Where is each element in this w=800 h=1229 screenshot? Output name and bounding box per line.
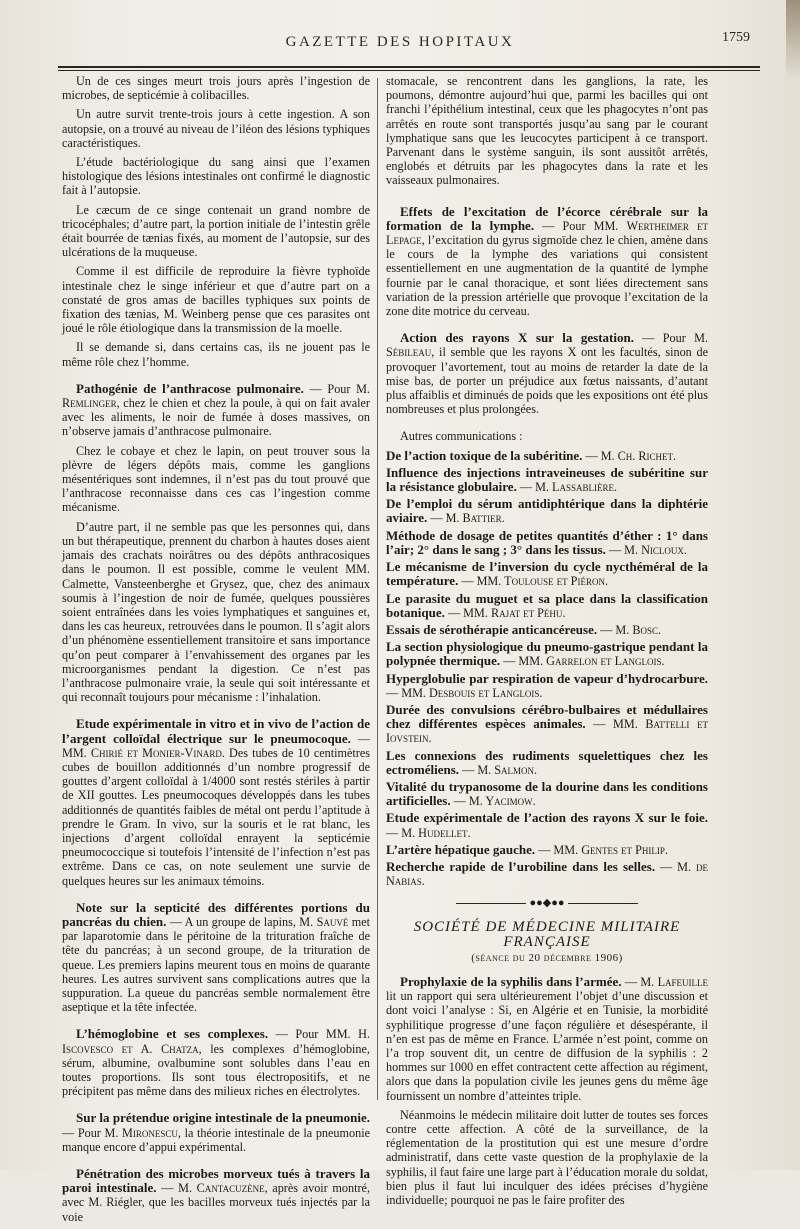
communication-title: Vitalité du trypanosome de la dourine dans les conditions artificielles. bbox=[386, 778, 708, 809]
author-name: Cantacuzène bbox=[196, 1181, 265, 1196]
author-name: Mironescu bbox=[122, 1125, 178, 1140]
article-prophylaxie: Prophylaxie de la syphilis dans l’armée. — M. Lafeuille lit un rapport qui sera ultérieurement l’objet d’une discussion et dont voici l’analyse : Si, en Algérie et en Tunisie, la morbidité syphilitique progresse d’une façon régulière et désespérante, il n’en est pas de même en France. L’armée n’est point, comme on l’a trop souvent dit, un centre de diffusion de la syphilis : 2 hommes sur 1000 en effet contractent cette affection au régiment, alors que dans la population civile les jeunes gens du même âge fournissent un nombre d’atteintes triple. bbox=[386, 973, 708, 1103]
communication-authors: M. Hudellet. bbox=[401, 825, 471, 840]
article-heading: Etude expérimentale in vitro et in vivo de l’action de l’argent colloïdal électrique sur le pneumocoque. bbox=[62, 716, 370, 746]
communication-item: De l’action toxique de la subéritine. — M. Ch. Richet. bbox=[386, 447, 677, 463]
author-name: Lafeuille bbox=[657, 974, 708, 989]
article-anthracose: Pathogénie de l’anthracose pulmonaire. — Pour M. Remlinger, chez le chien et chez la poule, à qui on fait avaler avec les aliments, le noir de fumée à doses massives, on n’observe jamais d’anthracose pulmonaire. bbox=[62, 380, 370, 439]
communication-title: Etude expérimentale de l’action des rayons X sur le foie. bbox=[386, 810, 708, 826]
article-heading: Effets de l’excitation de l’écorce cérébrale sur la formation de la lymphe. bbox=[386, 203, 708, 233]
communication-item: Méthode de dosage de petites quantités d’éther : 1° dans l’air; 2° dans le sang ; 3° dans les tissus. — M. Nicloux. bbox=[386, 527, 708, 557]
communication-authors: M. de Nabias. bbox=[386, 859, 708, 889]
article-heading: Note sur la septicité des différentes portions du pancréas du chien. bbox=[62, 899, 370, 929]
communication-item: De l’emploi du sérum antidiphtérique dans la diphtérie aviaire. — M. Battier. bbox=[386, 496, 708, 526]
communication-title: Recherche rapide de l’urobiline dans les selles. bbox=[386, 858, 656, 874]
communication-item: Hyperglobulie par respiration de vapeur d’hydrocarbure. — MM. Desbouis et Langlois. bbox=[386, 670, 708, 700]
society-session: (séance du 20 décembre 1906) bbox=[471, 951, 623, 964]
society-title: SOCIÉTÉ DE MÉDECINE MILITAIRE FRANÇAISE bbox=[413, 919, 681, 950]
article-heading: Pathogénie de l’anthracose pulmonaire. bbox=[76, 380, 304, 396]
paragraph: D’autre part, il ne semble pas que les personnes qui, dans un but thérapeutique, prennent du charbon à hautes doses aient jamais des crachats noirâtres ou des dépôts anthracosiques dans le poumon. Il est possible, comme le veulent MM. Calmette, Vansteenberghe et Grysez, que, chez des animaux soumis à l’ingestion de noir de fumée, quelques poussières soient entraînées dans les voies lymphatiques et sanguines et, dans les cas heureux, retrouvées dans le poumon. Il s’agit alors d’un phénomène essentiellement transitoire et sans importance qu’on peut comparer à l’envahissement des organes par les microorganismes pendant la digestion. Ce n’est pas l’anthracose pulmonaire vraie, la seule qui soit intéressante et qui reconnaît toujours pour mécanisme : l’inhalation. bbox=[62, 519, 370, 705]
page-number: 1759 bbox=[722, 30, 750, 45]
communication-authors: M. Nicloux. bbox=[624, 542, 687, 557]
article-heading: L’hémoglobine et ses complexes. bbox=[76, 1026, 269, 1042]
communication-item: Vitalité du trypanosome de la dourine dans les conditions artificielles. — M. Yacimow. bbox=[386, 778, 708, 809]
paragraph: L’étude bactériologique du sang ainsi que l’examen histologique des lésions intestinales ont confirmé le diagnostic fait à l’autopsie. bbox=[62, 155, 370, 198]
paragraph: Comme il est difficile de reproduire la fièvre typhoïde intestinale chez le singe inférieur et que d’autre part on a constaté de gros amas de bacilles typhiques sux points de fixation des tænias, M. Weinberg pense que ces parasites ont joué le rôle étiologique dans la transmission de la moelle. bbox=[62, 264, 370, 336]
column-separator bbox=[377, 78, 378, 1100]
left-column bbox=[62, 74, 370, 1229]
header-rule-thick bbox=[58, 66, 760, 68]
article-heading: Pénétration des microbes morveux tués à travers la paroi intestinale. bbox=[62, 1166, 370, 1196]
communications-list bbox=[386, 449, 708, 889]
communication-authors: M. Salmon. bbox=[477, 762, 538, 777]
communication-title: Le parasite du muguet et sa place dans la classification botanique. bbox=[386, 590, 708, 620]
page-header bbox=[60, 28, 750, 58]
article-heading: Sur la prétendue origine intestinale de la pneumonie. bbox=[76, 1110, 370, 1126]
communication-title: Méthode de dosage de petites quantités d’éther : 1° dans l’air; 2° dans le sang ; 3° dans les tissus. bbox=[386, 527, 708, 557]
paragraph: Un de ces singes meurt trois jours après l’ingestion de microbes, de septicémie à colibacilles. bbox=[62, 74, 370, 103]
communication-title: La section physiologique du pneumo-gastrique pendant la polypnée thermique. bbox=[386, 639, 708, 669]
article-penetration: Pénétration des microbes morveux tués à travers la paroi intestinale. — M. Cantacuzène, après avoir montré, avec M. Riégler, que les bacilles morveux tués injectés par la voie bbox=[62, 1166, 370, 1224]
communication-authors: MM. Gentes et Philip. bbox=[553, 842, 668, 857]
communication-item: Le mécanisme de l’inversion du cycle nycthéméral de la température. — MM. Toulouse et Piéron. bbox=[386, 559, 708, 589]
article-hemoglobine: L’hémoglobine et ses complexes. — Pour MM. H. Iscovesco et A. Chatza, les complexes d’hémoglobine, sérum, albumine, ovalbumine sont solubles dans l’eau en toutes proportions. Ils sont tous électropositifs, et ne précipitent pas même dans des milieux riches en électrolytes. bbox=[62, 1026, 370, 1099]
paragraph: Le cæcum de ce singe contenait un grand nombre de tricocéphales; d’autre part, la portion initiale de l’intestin grêle était bourrée de tænias fixés, au moment de l’autopsie, sur des ulcérations de la muqueuse. bbox=[62, 202, 370, 260]
article-colloidal: Etude expérimentale in vitro et in vivo de l’action de l’argent colloïdal électrique sur le pneumocoque. — MM. Chirié et Monier-Vinard. Des tubes de 10 centimètres cubes de bouillon additionnés d’un nombre progressif de gouttes d’argent colloïdal à 1/4000 sont restés stériles à partir de XII gouttes. Les pneumocoques développés dans les tubes additionnés de quantités faibles de métal ont perdu l’aptitude à prendre le Gram. In vivo, sur la souris et le rat blanc, les injections d’argent colloïdal enrayent la septicémie pneumococcique si toutefois l’intensité de l’infection n’est pas extrême. Dans ce cas, on note seulement une survie de quelques heures sur les animaux témoins. bbox=[62, 716, 370, 888]
communication-item: Etude expérimentale de l’action des rayons X sur le foie. — M. Hudellet. bbox=[386, 810, 708, 840]
article-heading: Prophylaxie de la syphilis dans l’armée. bbox=[400, 973, 622, 989]
communication-authors: MM. Rajat et Péhu. bbox=[463, 605, 566, 620]
communication-item: Durée des convulsions cérébro-bulbaires et médullaires chez différentes espèces animales. — MM. Battelli et Iovstein. bbox=[386, 701, 709, 746]
article-pancreas: Note sur la septicité des différentes portions du pancréas du chien. — A un groupe de lapins, M. Sauvé met par laparotomie dans le péritoine de la trituration fraîche de tête du pancréas; à un second groupe, de la trituration de queue. Les premiers lapins meurent tous en moins de quarante heures. Les autres survivent sans complications autres que la suppuration. La queue du pancréas semble normalement être aseptique et la tête infectée. bbox=[62, 899, 371, 1015]
right-column bbox=[386, 74, 708, 1212]
communication-title: Les connexions des rudiments squelettiques chez les ectroméliens. bbox=[386, 747, 708, 777]
communication-authors: M. Battier. bbox=[445, 511, 505, 526]
other-communications-label: Autres communications : bbox=[400, 429, 523, 444]
communication-title: Le mécanisme de l’inversion du cycle nycthéméral de la température. bbox=[386, 559, 708, 589]
communication-authors: MM. Garrelon et Langlois. bbox=[518, 654, 665, 669]
article-cortex: Effets de l’excitation de l’écorce cérébrale sur la formation de la lymphe. — Pour MM. Wertheimer et Lepage, l’excitation du gyrus sigmoïde chez le chien, amène dans le cours de la lymphe des variations qui consistent essentiellement en une augmentation de la quantité de lymphe fournie par le canal thoracique, et sont liées directement sans variation de la pression artérielle que provoque l’excitation de la zone dite motrice du cerveau. bbox=[386, 203, 709, 319]
communication-item: Les connexions des rudiments squelettiques chez les ectroméliens. — M. Salmon. bbox=[386, 747, 708, 777]
communication-title: De l’emploi du sérum antidiphtérique dans la diphtérie aviaire. bbox=[386, 496, 708, 526]
paragraph: Chez le cobaye et chez le lapin, on peut trouver sous la plèvre de légers dépôts mais, comme les ganglions mésentériques sont indemnes, il n’est pas du tout prouvé que l’anthracose reconnaisse dans ces cas l’ingestion comme mécanisme. bbox=[62, 443, 370, 515]
communication-item: Influence des injections intraveineuses de subéritine sur la résistance globulaire. — M. Lassablière. bbox=[386, 464, 708, 495]
header-rule-thin bbox=[58, 70, 760, 71]
author-name: H. Iscovesco et A. Chatza bbox=[62, 1027, 370, 1056]
author-name: Remlinger bbox=[62, 396, 117, 411]
author-name: Wertheimer et Lepage bbox=[386, 218, 709, 248]
communication-title: De l’action toxique de la subéritine. bbox=[386, 447, 583, 463]
communication-item: Essais de sérothérapie anticancéreuse. — M. Bosc. bbox=[386, 621, 662, 637]
communication-title: Durée des convulsions cérébro-bulbaires et médullaires chez différentes espèces animales. bbox=[386, 701, 708, 732]
page-edge-stain bbox=[786, 0, 800, 80]
communication-title: Influence des injections intraveineuses de subéritine sur la résistance globulaire. bbox=[386, 464, 708, 495]
article-heading: Action des rayons X sur la gestation. bbox=[400, 330, 634, 346]
communication-title: Hyperglobulie par respiration de vapeur d’hydrocarbure. bbox=[386, 670, 708, 686]
author-name: Chirié et Monier-Vinard bbox=[90, 745, 222, 760]
communication-authors: M. Lassablière. bbox=[535, 480, 618, 495]
journal-title: GAZETTE DES HOPITAUX bbox=[285, 34, 515, 50]
paragraph: Un autre survit trente-trois jours à cette ingestion. A son autopsie, on a trouvé au niveau de l’iléon des lésions typhiques caractéristiques. bbox=[62, 107, 370, 150]
paragraph: Il se demande si, dans certains cas, ils ne jouent pas le même rôle chez l’homme. bbox=[62, 340, 370, 369]
communication-authors: M. Ch. Richet. bbox=[600, 448, 677, 463]
communication-authors: MM. Desbouis et Langlois. bbox=[401, 685, 543, 700]
communication-title: L’artère hépatique gauche. bbox=[386, 841, 536, 857]
communication-authors: M. Yacimow. bbox=[468, 794, 536, 809]
communication-title: Essais de sérothérapie anticancéreuse. bbox=[386, 621, 598, 637]
communication-authors: M. Bosc. bbox=[615, 622, 662, 637]
communication-item: L’artère hépatique gauche. — MM. Gentes et Philip. bbox=[386, 841, 668, 857]
author-name: Sauvé bbox=[316, 914, 349, 929]
author-name: Sébileau bbox=[386, 345, 432, 360]
communication-authors: MM. Toulouse et Piéron. bbox=[476, 574, 608, 589]
section-ornament: ●●◆●● bbox=[386, 900, 708, 908]
paragraph: stomacale, se rencontrent dans les ganglions, la rate, les poumons, démontre aujourd’hui que, parmi les bacilles qui ont franchi l’épithélium intestinal, ceux que les phagocytes n’ont pas arrêtés en route sont transportés jusqu’au sang par le courant lymphatique sans que les leucocytes participent à ce transport. Parvenant dans le système sanguin, ils sont aussitôt arrêtés, englobés et détruits par les phagocytes dans la rate et les vaisseaux pulmonaires. bbox=[386, 74, 708, 188]
paragraph: Néanmoins le médecin militaire doit lutter de toutes ses forces contre cette affection. A côté de la surveillance, de la réglementation de la prostitution qui est une mesure d’ordre administratif, dans cette vaste question de la prophylaxie de la syphilis, il faut faire une large part à l’éducation morale du soldat, bien plus il faut lui inculquer des idées précises d’hygiène individuelle; pourquoi ne pas le faire profiter des bbox=[386, 1107, 708, 1208]
communication-item: Le parasite du muguet et sa place dans la classification botanique. — MM. Rajat et Péhu. bbox=[386, 590, 708, 620]
communication-item: Recherche rapide de l’urobiline dans les selles. — M. de Nabias. bbox=[386, 858, 708, 889]
article-pneumonie: Sur la prétendue origine intestinale de la pneumonie. — Pour M. Mironescu, la théorie intestinale de la pneumonie manque encore d’appui expérimental. bbox=[62, 1110, 370, 1154]
communication-item: La section physiologique du pneumo-gastrique pendant la polypnée thermique. — MM. Garrelon et Langlois. bbox=[386, 639, 708, 669]
article-rayons: Action des rayons X sur la gestation. — Pour M. Sébileau, il semble que les rayons X ont les facultés, sinon de provoquer l’avortement, tout au moins de retarder la date de la mise bas, de porter un préjudice aux fœtus naissants, d’autant plus affaiblis et diminués de poids que les expositions ont été plus nombreuses et plus prolongées. bbox=[386, 330, 708, 417]
communication-authors: MM. Battelli et Iovstein. bbox=[386, 717, 709, 746]
